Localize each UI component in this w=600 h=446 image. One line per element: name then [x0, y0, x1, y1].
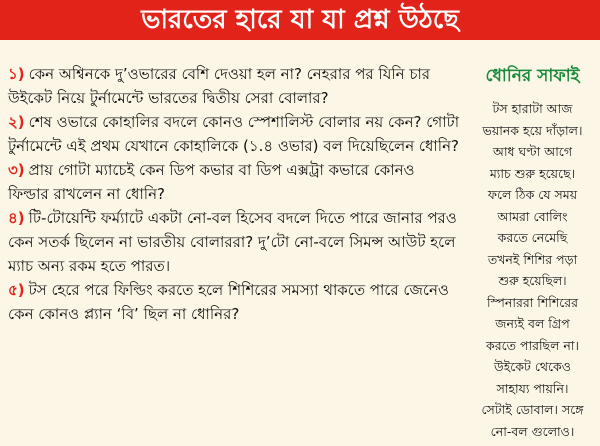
question-item — [8, 62, 460, 110]
question-number: ৫) — [8, 281, 25, 299]
sidebar-box — [465, 62, 600, 442]
question-text: প্রায় গোটা ম্যাচেই কেন ডিপ কভার বা ডিপ এক্সট্রা কভারে কোনও ফিল্ডার রাখলেন না ধোনি? — [8, 161, 415, 203]
questions-list — [8, 62, 460, 326]
sidebar-body: টস হারাটা আজ ভয়ানক হয়ে দাঁড়াল। আধ ঘণ্টা আগে ম্যাচ শুরু হয়েছে। ফলে ঠিক যে সময় আমরা বোলিং করতে নেমেছি তখনই শিশির পড়া শুরু হয়েছিল। স্পিনাররা শিশিরের জন্যই বল গ্রিপ করতে পারছিল না। উইকেট থেকেও সাহায্য পায়নি। সেটাই ডোবাল। সঙ্গে নো-বল গুলোও। — [481, 101, 584, 439]
question-text: শেষ ওভারে কোহালির বদলে কোনও স্পেশালিস্ট বোলার নয় কেন? গোটা টুর্নামেন্টে এই প্রথম যেখানে কোহালিকে (১.৪ ওভার) বল দিয়েছিলেন ধোনি? — [8, 113, 460, 155]
sidebar-title: ধোনির সাফাই — [485, 66, 580, 86]
question-item — [8, 206, 460, 278]
question-number: ৪) — [8, 209, 25, 227]
question-text: টস হেরে পরে ফিল্ডিং করতে হলে শিশিরের সমস্যা থাকতে পারে জেনেও কেন কোনও প্ল্যান ‘বি’ ছিল না ধোনির? — [8, 281, 449, 323]
question-item — [8, 158, 460, 206]
question-item — [8, 278, 460, 326]
question-number: ৩) — [8, 161, 25, 179]
question-number: ১) — [8, 65, 25, 83]
question-text: কেন অশ্বিনকে দু’ওভারের বেশি দেওয়া হল না? নেহরার পর যিনি চার উইকেট নিয়ে টুর্নামেন্টে ভারতের দ্বিতীয় সেরা বোলার? — [8, 65, 431, 107]
question-text: টি-টোয়েন্টি ফর্ম্যাটে একটা নো-বল হিসেব বদলে দিতে পারে জানার পরও কেন সতর্ক ছিলেন না ভারতীয় বোলাররা? দু’টো নো-বলে সিমন্স আউট হলে ম্যাচ অন্য রকম হতে পারত। — [8, 209, 457, 275]
question-item — [8, 110, 460, 158]
headline-banner — [0, 0, 600, 40]
question-number: ২) — [8, 113, 25, 131]
headline-text: ভারতের হারে যা যা প্রশ্ন উঠছে — [141, 5, 459, 35]
